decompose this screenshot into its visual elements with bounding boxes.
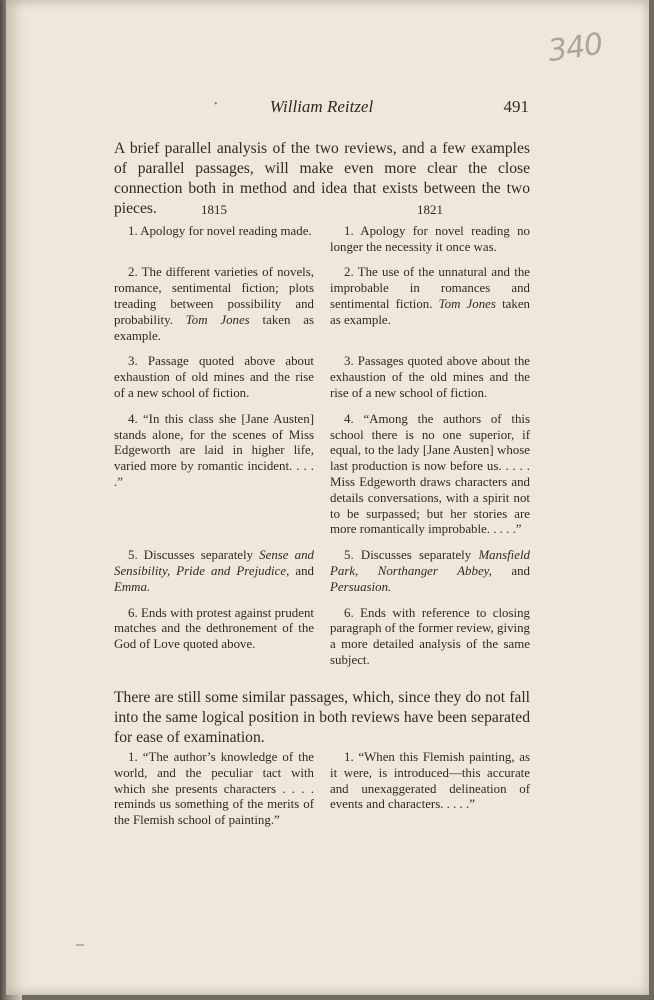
comparison-left: 6. Ends with protest against prudent matches and the dethronement of the God of Love quoted above. (114, 605, 314, 652)
comparison-row (114, 412, 530, 538)
novel-title: Emma. (114, 579, 151, 594)
comparison-right: 4. “Among the authors of this school there is no one superior, if equal, to the lady [Jane Austen] whose last production is now before us. . . . . Miss Edgeworth draws characters and details conversations, with a spirit not to be surpassed; but her stories are more romantically improbable. . . . .” (330, 411, 530, 537)
comparison-left: 4. “In this class she [Jane Austen] stands alone, for the scenes of Miss Edgeworth are laid in higher life, varied more by romantic incident. . . . .” (114, 411, 314, 489)
comparison-row (114, 354, 530, 401)
passage-right: 1. “When this Flemish painting, as it were, is introduced—this accurate and unexaggerated delineation of events and characters. . . . .” (330, 750, 530, 812)
comparison-right: 2. The use of the unnatural and the improbable in romances and sentimental fiction. Tom Jones taken as example. (330, 265, 530, 327)
intro-paragraph: A brief parallel analysis of the two reviews, and a few examples of parallel passages, will make even more clear the close connection both in method and idea that exists between the two pieces. (114, 140, 530, 217)
comparison-table (114, 202, 530, 679)
passage-left: 1. “The author’s knowledge of the world, and the peculiar tact with which she presents characters . . . . reminds us something of the merits of the Flemish school of painting.” (114, 750, 314, 828)
novel-title: Persuasion. (330, 579, 392, 594)
comparison-row (114, 265, 530, 344)
year-1821: 1821 (417, 202, 443, 217)
comparison-row (114, 548, 530, 595)
comparison-row (114, 606, 530, 669)
running-title: William Reitzel (269, 97, 374, 116)
title-tom-jones: Tom Jones (185, 312, 250, 327)
comparison-left: 1. Apology for novel reading made. (128, 223, 312, 238)
year-row (114, 202, 530, 222)
page-mark (76, 944, 84, 946)
bottom-paragraph: There are still some similar passages, which, since they do not fall into the same logical position in both reviews have been separated for ease of examination. (114, 689, 530, 746)
passage-pair (114, 750, 530, 839)
year-1815: 1815 (201, 202, 227, 217)
running-header (114, 97, 529, 121)
comparison-right: 3. Passages quoted above about the exhaustion of the old mines and the rise of a new school of fiction. (330, 354, 530, 400)
title-tom-jones: Tom Jones (438, 296, 496, 311)
passage-row (114, 750, 530, 829)
page-number: 491 (503, 97, 529, 116)
ink-speck: • (214, 99, 218, 110)
comparison-right: 1. Apology for novel reading no longer the necessity it once was. (330, 223, 530, 254)
comparison-right: 5. Discusses separately Mansfield Park, Northanger Abbey, and Persuasion. (330, 548, 531, 594)
comparison-right: 6. Ends with reference to closing paragraph of the former review, giving a more detailed analysis of the same subject. (330, 605, 530, 667)
comparison-left: 5. Discusses separately Sense and Sensibility, Pride and Prejudice, and Emma. (114, 548, 314, 594)
handwritten-page-number: 340 (545, 26, 605, 70)
comparison-left: 2. The different varieties of novels, romance, sentimental fiction; plots treading between possibility and probability. Tom Jones taken as example. (114, 265, 314, 343)
comparison-row (114, 224, 530, 256)
novel-titles: Sense and Sensibility, Pride and Prejudice, (114, 548, 314, 578)
novel-titles: Mansfield Park, Northanger Abbey, (330, 548, 530, 578)
comparison-left: 3. Passage quoted above about exhaustion of old mines and the rise of a new school of fiction. (114, 354, 314, 400)
